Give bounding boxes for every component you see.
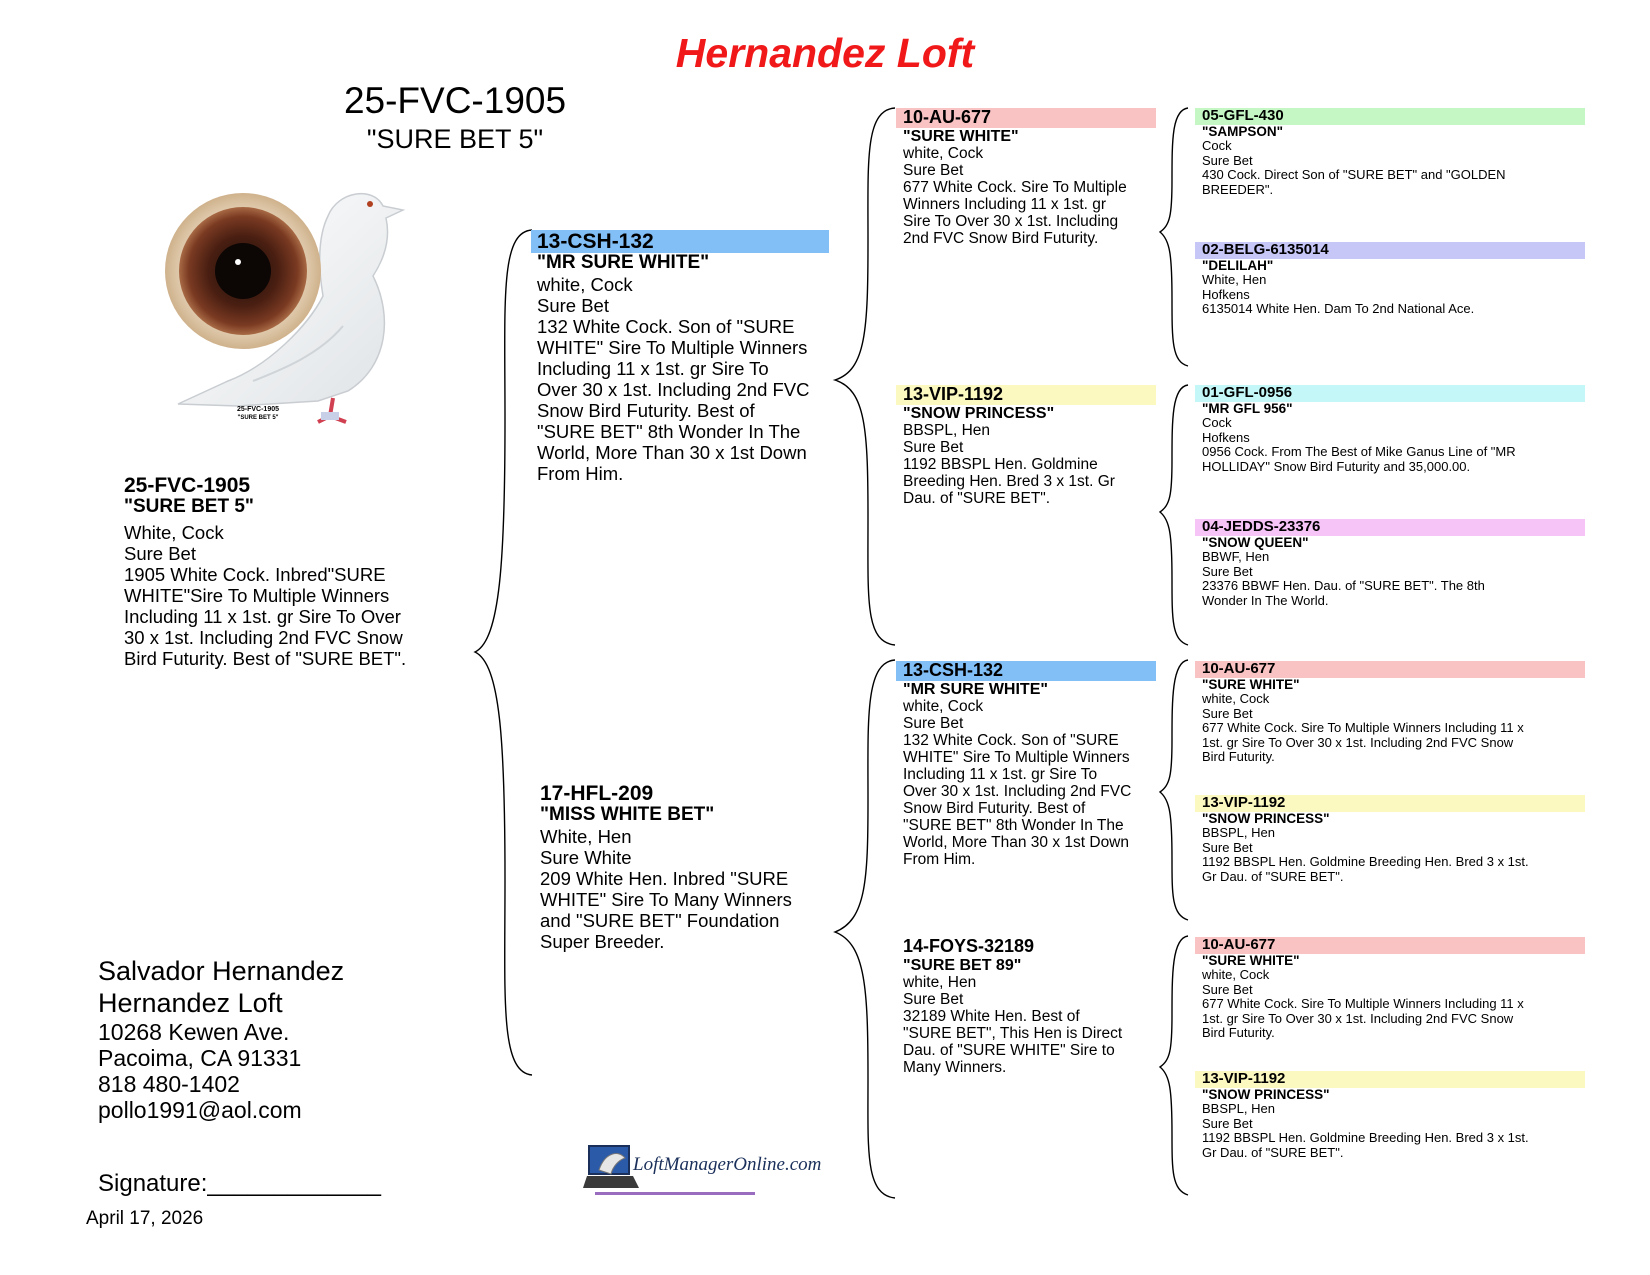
sds-note-line: HOLLIDAY" Snow Bird Futurity and 35,000.00. [1202,458,1471,474]
ddd-note-line: 1192 BBSPL Hen. Goldmine Breeding Hen. Bred 3 x 1st. [1202,1130,1529,1146]
owner-loft: Hernandez Loft [98,988,283,1018]
sire-dam-strain: Sure Bet [903,439,964,457]
sire-dam-ring: 13-VIP-1192 [896,385,1156,405]
owner-phone: 818 480-1402 [98,1071,240,1097]
dam-sire-color-sex: white, Cock [903,698,984,716]
dsd-note-line: 1192 BBSPL Hen. Goldmine Breeding Hen. Bred 3 x 1st. [1202,854,1529,870]
subject-note-line: 30 x 1st. Including 2nd FVC Snow [124,626,403,648]
dam-note-line: WHITE" Sire To Many Winners [540,888,792,910]
dds-strain: Sure Bet [1202,981,1253,997]
dam-sire-note-line: 132 White Cock. Son of "SURE [903,732,1119,750]
ssd-note-line: 6135014 White Hen. Dam To 2nd National Ace. [1202,301,1475,317]
dam-dam-color-sex: white, Hen [903,974,977,992]
sdd-note-line: 23376 BBWF Hen. Dau. of "SURE BET". The 8th [1202,578,1485,594]
sire-card [537,230,829,484]
owner-name: Salvador Hernandez [98,956,345,986]
sire-dam-name: "SNOW PRINCESS" [903,404,1055,422]
dam-sire-note-line: Over 30 x 1st. Including 2nd FVC [903,783,1132,801]
signature-line: Signature:_____________ [98,1170,381,1197]
dam-sire-strain: Sure Bet [903,715,964,733]
sire-sire-note-line: 677 White Cock. Sire To Multiple [903,179,1127,197]
sss-name: "SAMPSON" [1202,123,1284,139]
subject-note-line: Including 11 x 1st. gr Sire To Over [124,605,401,627]
dam-color-sex: White, Hen [540,825,632,847]
dss-name: "SURE WHITE" [1202,676,1300,692]
sire-sire-dam-card [1195,242,1585,317]
sdd-ring: 04-JEDDS-23376 [1195,519,1585,536]
sire-strain: Sure Bet [537,294,609,316]
dam-note-line: Super Breeder. [540,930,665,952]
owner-email[interactable]: pollo1991@aol.com [98,1097,302,1123]
dds-ring: 10-AU-677 [1195,937,1585,954]
sss-ring: 05-GFL-430 [1195,108,1585,125]
loftmanager-logo [585,1140,822,1202]
photo-caption-ring: 25-FVC-1905 [236,406,280,413]
sss-note-line: 430 Cock. Direct Son of "SURE BET" and "GOLDEN [1202,167,1506,183]
sdd-name: "SNOW QUEEN" [1202,534,1309,550]
dss-note-line: 677 White Cock. Sire To Multiple Winners Including 11 x [1202,720,1524,736]
ssd-name: "DELILAH" [1202,257,1274,273]
sdd-note-line: Wonder In The World. [1202,592,1329,608]
ddd-note-line: Gr Dau. of "SURE BET". [1202,1144,1344,1160]
sire-color-sex: white, Cock [537,273,633,295]
dam-sire-card [896,661,1156,868]
dam-dam-note-line: "SURE BET", This Hen is Direct [903,1025,1123,1043]
dam-dam-note-line: Many Winners. [903,1059,1007,1077]
dds-note-line: 677 White Cock. Sire To Multiple Winners Including 11 x [1202,996,1524,1012]
ddd-ring: 13-VIP-1192 [1195,1071,1585,1088]
dss-color-sex: white, Cock [1202,691,1270,707]
sire-note-line: 132 White Cock. Son of "SURE [537,315,795,337]
dam-dam-sire-card [1195,937,1585,1041]
sire-sire-note-line: Sire To Over 30 x 1st. Including [903,213,1119,231]
sire-dam-note-line: 1192 BBSPL Hen. Goldmine [903,456,1098,474]
ssd-strain: Hofkens [1202,286,1250,302]
photo-caption-name: "SURE BET 5" [237,415,279,421]
owner-city: Pacoima, CA 91331 [98,1045,302,1071]
sdd-color-sex: BBWF, Hen [1202,549,1270,565]
sire-dam-sire-card [1195,385,1585,474]
ssd-color-sex: White, Hen [1202,272,1267,288]
subject-name: "SURE BET 5" [124,496,254,518]
sire-note-line: World, More Than 30 x 1st Down [537,441,807,463]
sire-sire-note-line: 2nd FVC Snow Bird Futurity. [903,230,1099,248]
loft-title: Hernandez Loft [675,30,975,76]
sire-sire-sire-card [1195,108,1585,197]
sire-dam-dam-card [1195,519,1585,608]
sire-note-line: WHITE" Sire To Multiple Winners [537,336,808,358]
sire-sire-color-sex: white, Cock [903,145,984,163]
dss-strain: Sure Bet [1202,705,1253,721]
dss-ring: 10-AU-677 [1195,661,1585,678]
subject-name-heading: "SURE BET 5" [366,124,544,154]
ddd-strain: Sure Bet [1202,1115,1253,1131]
sire-sire-strain: Sure Bet [903,162,964,180]
dam-sire-note-line: World, More Than 30 x 1st Down [903,834,1129,852]
sire-note-line: From Him. [537,462,624,484]
sire-name: "MR SURE WHITE" [537,252,710,274]
dam-dam-strain: Sure Bet [903,991,964,1009]
sire-sire-card [896,108,1156,247]
sire-note-line: Including 11 x 1st. gr Sire To [537,357,769,379]
dam-dam-note-line: Dau. of "SURE WHITE" Sire to [903,1042,1115,1060]
dam-dam-ring: 14-FOYS-32189 [903,936,1035,956]
sire-note-line: Snow Bird Futurity. Best of [537,399,755,421]
subject-note-line: WHITE"Sire To Multiple Winners [124,584,390,606]
dam-sire-note-line: "SURE BET" 8th Wonder In The [903,817,1124,835]
dam-sire-note-line: WHITE" Sire To Multiple Winners [903,749,1130,767]
dam-card [540,782,832,952]
sire-sire-ring: 10-AU-677 [896,108,1156,128]
dam-dam-dam-card [1195,1071,1585,1160]
dds-note-line: 1st. gr Sire To Over 30 x 1st. Including 2nd FVC Snow [1202,1010,1514,1026]
sds-strain: Hofkens [1202,429,1250,445]
sss-strain: Sure Bet [1202,152,1253,168]
sire-sire-note-line: Winners Including 11 x 1st. gr [903,196,1107,214]
subject-note-line: Bird Futurity. Best of "SURE BET". [124,647,407,669]
sire-dam-note-line: Breeding Hen. Bred 3 x 1st. Gr [903,473,1115,491]
dam-sire-note-line: Snow Bird Futurity. Best of [903,800,1086,818]
sds-color-sex: Cock [1202,415,1232,431]
dsd-ring: 13-VIP-1192 [1195,795,1585,812]
dam-dam-name: "SURE BET 89" [903,956,1022,974]
dam-dam-card [903,937,1163,1076]
subject-ring-heading: 25-FVC-1905 [343,80,567,121]
sds-note-line: 0956 Cock. From The Best of Mike Ganus Line of "MR [1202,444,1516,460]
dds-color-sex: white, Cock [1202,967,1270,983]
subject-ring: 25-FVC-1905 [124,474,251,497]
subject-strain: Sure Bet [124,542,196,564]
sire-dam-card [896,385,1156,507]
dam-sire-ring: 13-CSH-132 [896,661,1156,681]
dsd-name: "SNOW PRINCESS" [1202,810,1330,826]
sire-note-line: "SURE BET" 8th Wonder In The [537,420,801,442]
ddd-color-sex: BBSPL, Hen [1202,1101,1275,1117]
dsd-strain: Sure Bet [1202,839,1253,855]
dam-dam-note-line: 32189 White Hen. Best of [903,1008,1080,1026]
dds-note-line: Bird Futurity. [1202,1025,1275,1041]
print-date: April 17, 2026 [86,1208,204,1229]
ddd-name: "SNOW PRINCESS" [1202,1086,1330,1102]
subject-color-sex: White, Cock [124,521,224,543]
dsd-color-sex: BBSPL, Hen [1202,825,1275,841]
dam-note-line: and "SURE BET" Foundation [540,909,780,931]
sds-name: "MR GFL 956" [1202,400,1293,416]
sire-ring: 13-CSH-132 [531,230,829,253]
subject-note-line: 1905 White Cock. Inbred"SURE [124,563,386,585]
dam-sire-dam-card [1195,795,1585,884]
sire-note-line: Over 30 x 1st. Including 2nd FVC [537,378,810,400]
dsd-note-line: Gr Dau. of "SURE BET". [1202,868,1344,884]
sss-note-line: BREEDER". [1202,181,1274,197]
dam-ring: 17-HFL-209 [540,782,654,805]
dam-sire-name: "MR SURE WHITE" [903,680,1048,698]
sds-ring: 01-GFL-0956 [1195,385,1585,402]
dds-name: "SURE WHITE" [1202,952,1300,968]
owner-contact [98,955,344,1123]
logo-text: LoftManagerOnline.com [633,1154,822,1175]
dss-note-line: Bird Futurity. [1202,749,1275,765]
dam-sire-note-line: Including 11 x 1st. gr Sire To [903,766,1098,784]
dam-sire-note-line: From Him. [903,851,976,869]
sire-dam-note-line: Dau. of "SURE BET". [903,490,1051,508]
sss-color-sex: Cock [1202,138,1232,154]
owner-address: 10268 Kewen Ave. [98,1019,290,1045]
sdd-strain: Sure Bet [1202,563,1253,579]
dam-name: "MISS WHITE BET" [540,804,715,826]
sire-sire-name: "SURE WHITE" [903,127,1019,145]
dss-note-line: 1st. gr Sire To Over 30 x 1st. Including 2nd FVC Snow [1202,734,1514,750]
dam-note-line: 209 White Hen. Inbred "SURE [540,867,789,889]
sire-dam-color-sex: BBSPL, Hen [903,422,991,440]
dam-strain: Sure White [540,846,632,868]
ssd-ring: 02-BELG-6135014 [1195,242,1585,259]
dam-sire-sire-card [1195,661,1585,765]
